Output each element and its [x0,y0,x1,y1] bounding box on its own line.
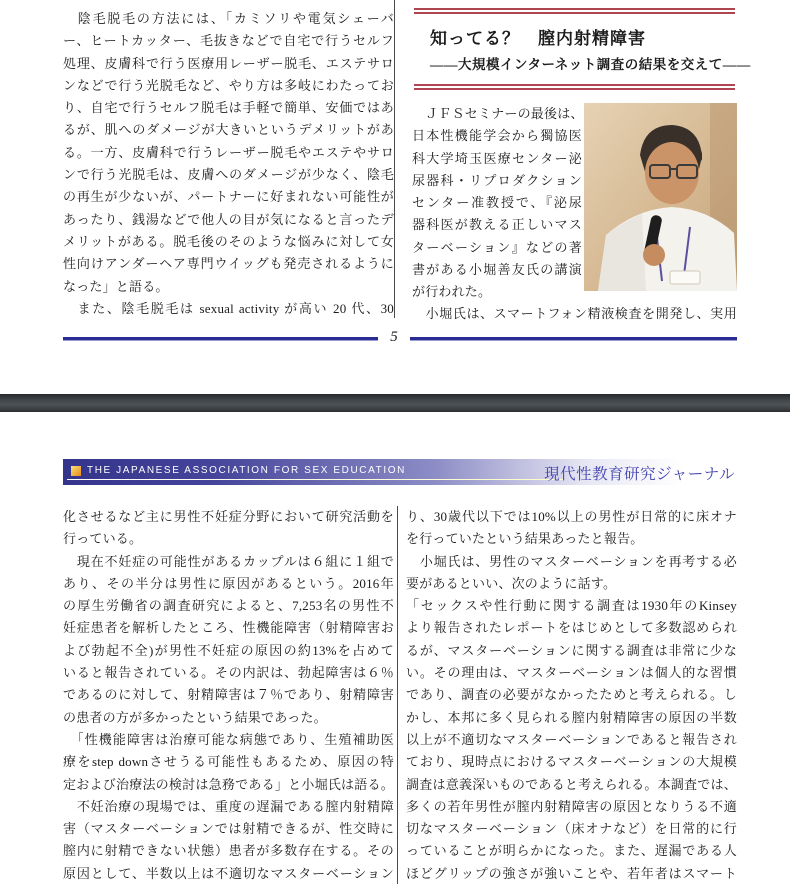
text-line: の厚生労働省の調査研究によると、7,253名の男性不 [63,598,394,614]
journal-title: 現代性教育研究ジャーナル [544,466,735,483]
text-line: の患者の方が多かったという結果であった。 [63,709,327,725]
text-line: 妊症患者を解析したところ、性機能障害（射精障害お [63,620,394,636]
column-divider-page2 [397,506,398,884]
text-line: が行われた。 [412,284,492,300]
text-line: よび勃起不全)が男性不妊症の原因の約13%を占めて [63,642,394,658]
text-line: メリットがある。脱毛後のそのような悩みに対して女 [63,233,394,249]
heading-rule-bottom [414,84,735,90]
text-line: り、30歳代以下では10%以上の男性が日常的に床オナ [406,509,737,524]
article-intro-lines [412,103,582,304]
text-line: ンで行う光脱毛は、皮膚へのダメージが少なく、陰毛 [63,167,394,183]
text-line: 定および治療法の検討は急務である」と小堀氏は語る。 [63,776,394,792]
page2-left-column [63,506,394,884]
column-divider-page1 [394,0,395,318]
footer-rule-right [410,337,737,341]
text-line: 処理、皮膚科で行う医療用レーザー脱毛、エステサロ [63,55,394,71]
text-line: かし、本邦に多く見られる膣内射精障害の原因の半数 [406,709,737,725]
text-line: ンなどで行う光脱毛など、やり方は多岐にわたってお [63,77,394,93]
text-line: ＪＦＳセミナーの最後は、 [412,106,584,121]
text-line: 化させるなど主に男性不妊症分野において研究活動を [63,509,394,524]
text-line: るが、肌へのダメージが大きいというデメリットがあ [63,122,394,138]
text-line: る。一方、皮膚科で行うレーザー脱毛やエステやサロ [63,144,394,160]
text-line: 調査は意義深いものであると考えられる。本調査では、 [406,776,737,792]
text-line: 「セックスや性行動に関する調査は1930年のKinsey [406,598,737,614]
banner-square-icon [71,466,81,476]
text-line: 科大学埼玉医療センター泌 [412,150,582,166]
text-line: の再生が少ないが、パートナーに好まれない可能性が [63,189,394,205]
text-line: 現在不妊症の可能性があるカップルは６組に１組で [63,553,394,569]
page2-right-column [406,506,737,884]
article-subtitle: ――大規模インターネット調査の結果を交えて―― [430,57,751,72]
text-line: ており、現時点におけるマスターベーションの大規模 [406,754,737,770]
text-line: 以上が不適切なマスターベーションであると報告され [406,731,737,747]
journal-banner [63,459,737,485]
page1-left-column [63,8,394,320]
text-line: ー、ヒートカッター、毛抜きなどで自宅で行うセルフ [63,33,394,49]
text-line: また、陰毛脱毛は sexual activity が高い 20 代、30 [63,300,394,316]
association-name: THE JAPANESE ASSOCIATION FOR SEX EDUCATION [87,465,406,476]
banner-underline [67,479,563,480]
text-line: 膣内に射精できない状態）患者が多数存在する。その [63,843,394,859]
heading-rule-top [414,8,735,14]
text-line: 尿器科・リプロダクション [412,172,582,188]
text-line: 小堀氏は、男性のマスターベーションを再考する必 [406,553,737,569]
text-line: 療をstep downさせうる可能性もあるため、原因の特 [63,754,394,770]
text-line: を行っていたという結果あったと報告。 [406,531,644,547]
text-line: であるのに対して、射精障害は７％であり、射精障害 [63,687,394,703]
text-line: より報告されたレポートをはじめとして多数認められ [406,620,737,636]
text-line: 陰毛脱毛の方法には、「カミソリや電気シェーバ [63,11,394,26]
text-line: なった」と語る。 [63,278,169,294]
text-line: るが、マスターベーションに関する調査は非常に少な [406,642,737,658]
text-line: 性向けアンダーヘア専門ウイッグも発売されるように [63,256,394,272]
text-line: 器科医が教える正しいマス [412,217,582,233]
text-line: 原因として、半数以上は不適切なマスターベーション [63,865,394,881]
text-line: 要があるといい、次のように話す。 [406,575,617,591]
text-line: あったり、銭湯などで他人の目が気になると言ったデ [63,211,394,227]
text-line: 「性機能障害は治療可能な病態であり、生殖補助医 [63,731,394,747]
text-line: り、自宅で行うセルフ脱毛は手軽で簡単、安価ではあ [63,100,394,116]
text-line: 不妊治療の現場では、重度の遅漏である膣内射精障 [63,798,394,814]
article-tail-line [412,303,737,325]
text-line: い。その理由は、マスターベーションは個人的な習慣 [406,665,737,681]
text-line: ほどグリップの強さが強いことや、若年者はスマート [406,865,737,881]
text-line: っていることが明らかになった。また、遅漏である人 [406,843,737,859]
text-line: ターベーション』などの著 [412,239,582,255]
text-line: 日本性機能学会から獨協医 [412,128,582,144]
page-number: 5 [390,329,398,345]
article-title: 知ってる？ 膣内射精障害 [430,29,646,48]
page-gap-band [0,394,790,412]
footer-rule-left [63,337,378,341]
text-line: 切なマスターベーション（床オナなど）を日常的に行 [406,821,737,837]
text-line: 害（マスターベーションでは射精できるが、性交時に [63,821,394,837]
text-line: 行っている。 [63,531,143,547]
text-line: あり、その半分は男性に原因があるという。2016年 [63,575,394,591]
text-line: 小堀氏は、スマートフォン精液検査を開発し、実用 [412,306,737,321]
text-line: いると報告されている。その内訳は、勃起障害は６％ [63,665,394,681]
text-line: であり、調査の必要がなかったためと考えられる。し [406,687,737,703]
text-line: 書がある小堀善友氏の講演 [412,262,582,278]
text-line: 多くの若年男性が膣内射精障害の原因となりうる不適 [406,798,737,814]
text-line: センター准教授で、『泌尿 [412,195,582,211]
speaker-photo [584,103,737,291]
